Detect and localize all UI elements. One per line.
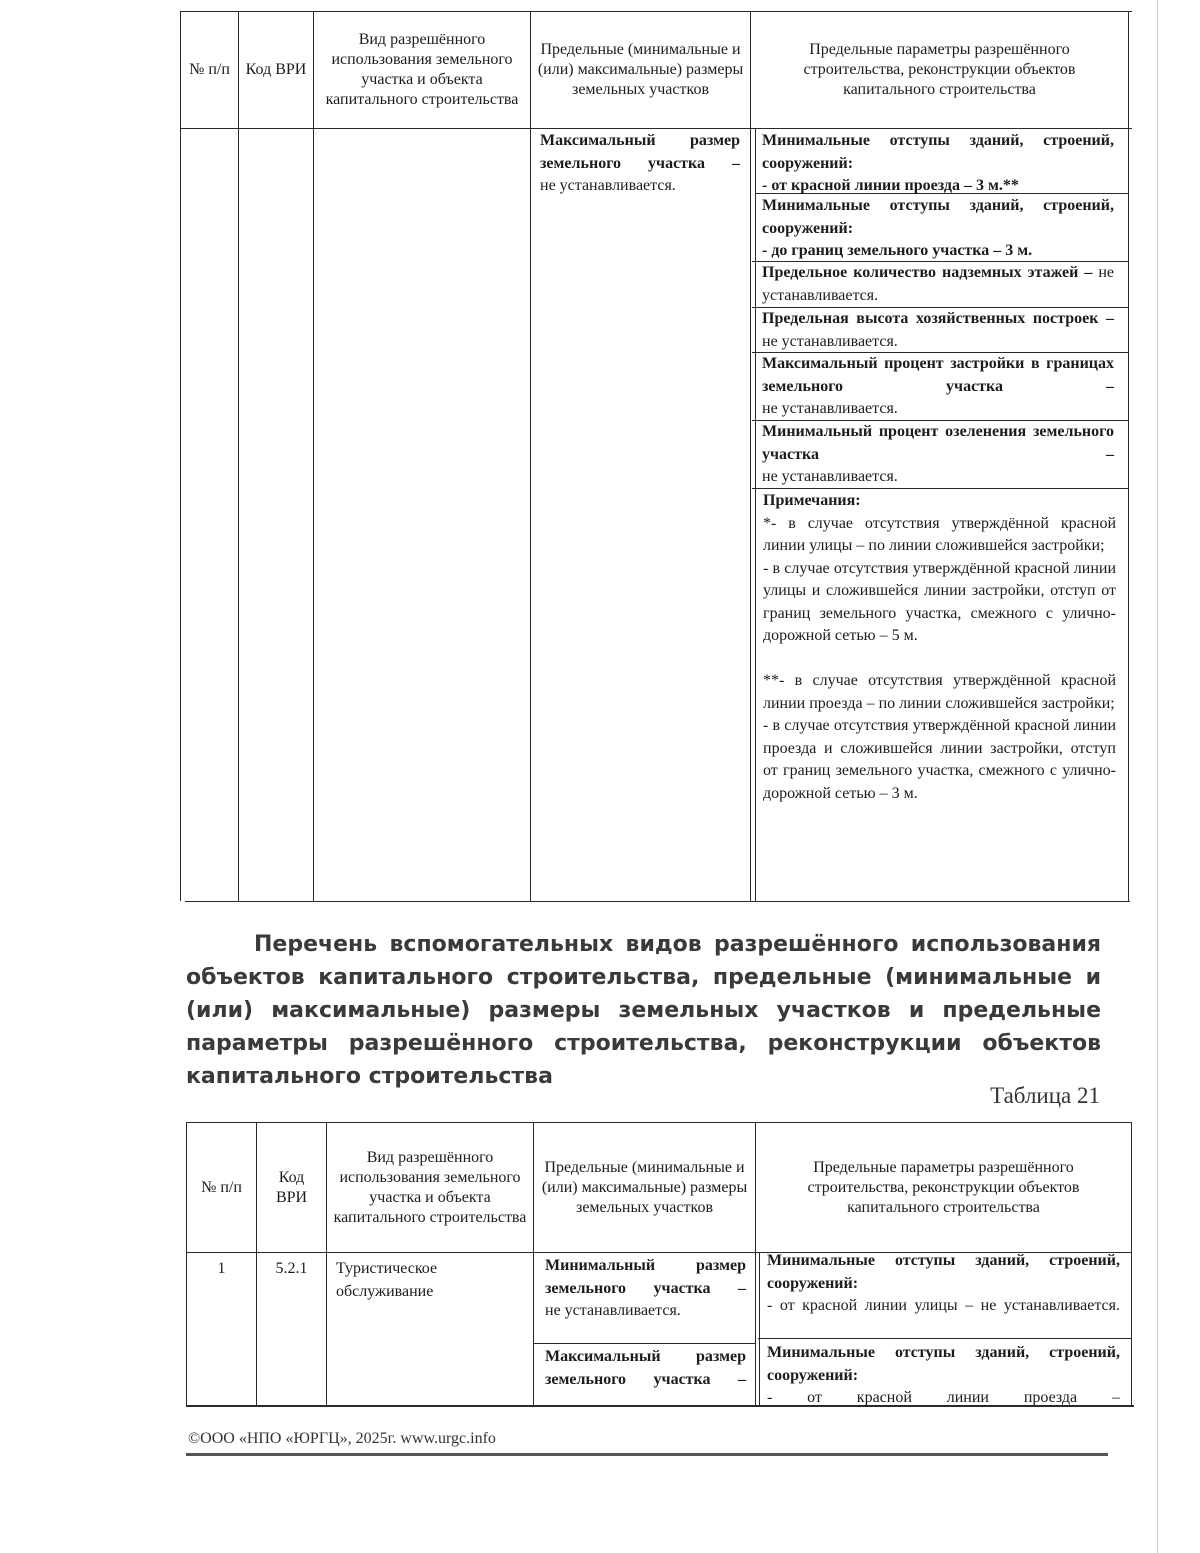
plot-size-max: Максимальный размер земельного участка – не устанавливается. [540, 132, 740, 194]
page-edge [1157, 0, 1158, 1553]
param-offset-street: Минимальные отступы зданий, строений, сооружений: - от красной линии улицы – не устанавливается. [767, 1252, 1120, 1314]
plot-size-min: Минимальный размер земельного участка – не устанавливается. [545, 1257, 746, 1319]
header-code: Код ВРИ [275, 1168, 308, 1206]
header-num: № п/п [189, 61, 230, 78]
header-plot-sizes: Предельные (минимальные и (или) максимальные) размеры земельных участков [541, 1158, 748, 1216]
header-plot-sizes: Предельные (минимальные и (или) максимальные) размеры земельных участков [537, 41, 744, 98]
header-code: Код ВРИ [245, 61, 307, 78]
row-code: 5.2.1 [275, 1260, 308, 1277]
header-use-type: Вид разрешённого использования земельного участка и объекта капитального строительства [333, 1148, 527, 1226]
footer-rule [186, 1453, 1108, 1456]
param-outbuilding-height: Предельная высота хозяйственных построек – не устанавливается. [762, 310, 1114, 350]
table-label: Таблица 21 [990, 1083, 1100, 1108]
header-build-params: Предельные параметры разрешённого строительства, реконструкции объектов капитального строительства [803, 41, 1076, 98]
notes-block: Примечания: *- в случае отсутствия утверждённой красной линии улицы – по линии сложившейся застройки; - в случае отсутствия утверждённой красной линии улицы и сложившейся линии застройки, отступ от границ земельного участка, смежного с улично-дорожной сетью – 5 м. **- в случае отсутствия утверждённой красной линии проезда – по линии сложившейся застройки; - в случае отсутствия утверждённой красной линии проезда и сложившейся линии застройки, отступ от границ земельного участка, смежного с улично-дорожной сетью – 3 м. [763, 492, 1116, 802]
footer-copyright: ©ООО «НПО «ЮРГЦ», 2025г. www.urgc.info [188, 1430, 496, 1447]
param-max-coverage: Максимальный процент застройки в границах земельного участка – не устанавливается. [762, 355, 1114, 417]
param-offset-driveway: Минимальные отступы зданий, строений, сооружений: - от красной линии проезда – 3 м.** [762, 132, 1114, 194]
row-num: 1 [217, 1260, 226, 1277]
param-offset-driveway: Минимальные отступы зданий, строений, сооружений: - от красной линии проезда – [767, 1344, 1120, 1406]
header-use-type: Вид разрешённого использования земельного участка и объекта капитального строительства [325, 31, 519, 108]
plot-size-max: Максимальный размер земельного участка – [545, 1348, 746, 1388]
param-offset-boundary: Минимальные отступы зданий, строений, сооружений: - до границ земельного участка – 3 м. [762, 197, 1114, 259]
header-build-params: Предельные параметры разрешённого строительства, реконструкции объектов капитального строительства [807, 1158, 1080, 1216]
param-min-greening: Минимальный процент озеленения земельного участка – не устанавливается. [762, 423, 1114, 485]
header-num: № п/п [201, 1178, 242, 1196]
row-use-type: Туристическое обслуживание [336, 1260, 438, 1300]
section-heading: Перечень вспомогательных видов разрешённого использования объектов капитального строительства, предельные (минимальные и (или) максимальные) размеры земельных участков и предельные параметры разрешённого строительства, реконструкции объектов капитального строительства [186, 932, 1101, 1089]
param-max-floors: Предельное количество надземных этажей – не устанавливается. [762, 264, 1114, 304]
